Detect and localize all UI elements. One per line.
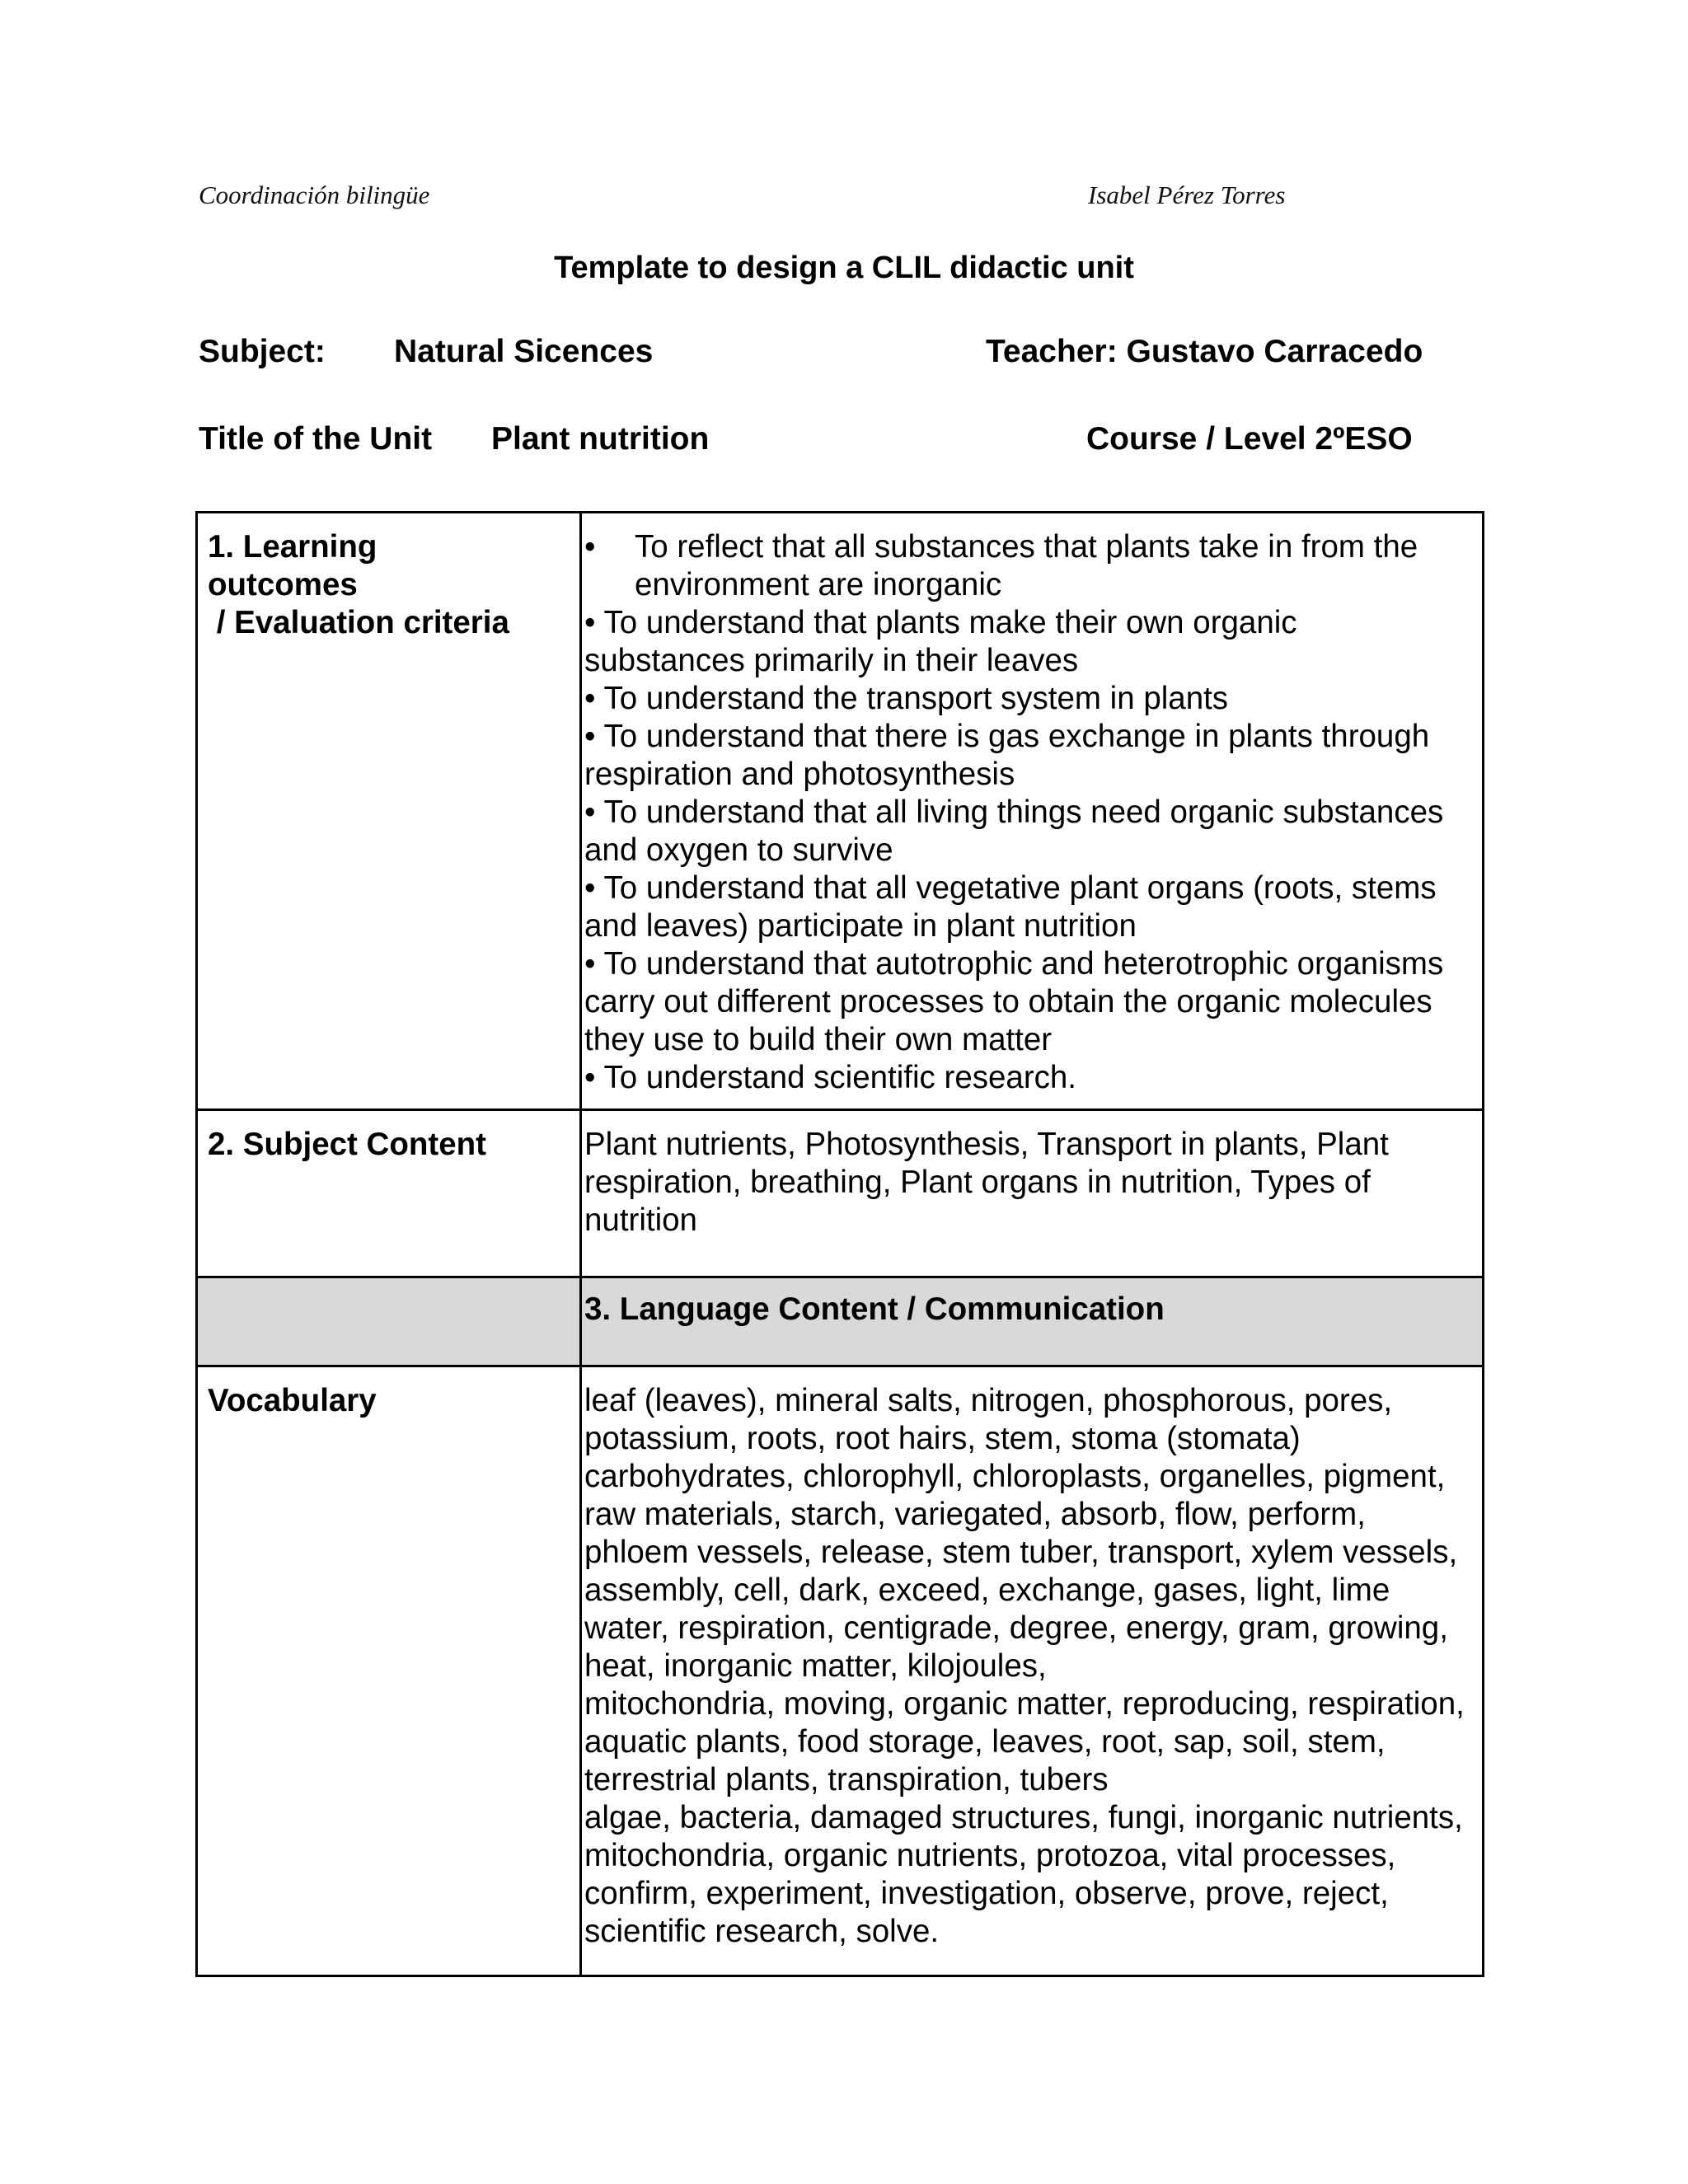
- vocab-line: heat, inorganic matter, kilojoules,: [584, 1648, 1047, 1684]
- outcome-line: • To understand that there is gas exchange in plants through: [584, 719, 1430, 754]
- vocab-line: water, respiration, centigrade, degree, energy, gram, growing,: [584, 1610, 1448, 1646]
- course-level: Course / Level 2ºESO: [1086, 421, 1413, 457]
- vocab-line: phloem vessels, release, stem tuber, transport, xylem vessels,: [584, 1535, 1458, 1570]
- vocabulary-row: [197, 1366, 1484, 1976]
- content-line: respiration, breathing, Plant organs in nutrition, Types of: [584, 1165, 1371, 1200]
- header-coordination: Coordinación bilingüe: [199, 180, 430, 209]
- outcome-line: carry out different processes to obtain the organic molecules: [584, 984, 1432, 1019]
- outcome-line: • To understand scientific research.: [584, 1060, 1076, 1095]
- subject-content-text: [581, 1110, 1484, 1277]
- vocab-line: confirm, experiment, investigation, observe, prove, reject,: [584, 1876, 1389, 1911]
- learning-outcomes-content: [581, 513, 1484, 1110]
- learning-outcomes-row: [197, 513, 1484, 1110]
- outcome-line: • To understand that all living things need organic substances: [584, 794, 1444, 830]
- vocabulary-label: Vocabulary: [197, 1366, 581, 1976]
- vocab-line: terrestrial plants, transpiration, tubers: [584, 1762, 1109, 1797]
- subject-content-label: 2. Subject Content: [197, 1110, 581, 1277]
- outcome-line: and leaves) participate in plant nutrition: [584, 908, 1137, 944]
- outcome-line: respiration and photosynthesis: [584, 757, 1015, 792]
- content-line: Plant nutrients, Photosynthesis, Transport in plants, Plant: [584, 1127, 1389, 1162]
- language-content-heading: 3. Language Content / Communication: [581, 1277, 1484, 1366]
- vocab-line: algae, bacteria, damaged structures, fungi, inorganic nutrients,: [584, 1800, 1463, 1835]
- outcome-line: • To understand that plants make their own organic: [584, 605, 1297, 640]
- vocab-line: mitochondria, moving, organic matter, reproducing, respiration,: [584, 1686, 1465, 1722]
- outcome-line: substances primarily in their leaves: [584, 643, 1079, 678]
- vocab-line: assembly, cell, dark, exceed, exchange, gases, light, lime: [584, 1572, 1390, 1608]
- outcome-line: • To understand the transport system in plants: [584, 681, 1229, 716]
- subject-content-row: [197, 1110, 1484, 1277]
- bullet-icon: •: [584, 529, 596, 565]
- language-content-row: [197, 1277, 1484, 1366]
- content-line: nutrition: [584, 1202, 697, 1238]
- unit-title-value: Plant nutrition: [491, 421, 710, 457]
- outcome-line: • To understand that autotrophic and heterotrophic organisms: [584, 946, 1444, 982]
- label-line: / Evaluation criteria: [208, 605, 509, 640]
- header-author: Isabel Pérez Torres: [1088, 180, 1286, 209]
- outcome-line: they use to build their own matter: [584, 1022, 1053, 1057]
- unit-title-label: Title of the Unit: [199, 421, 433, 457]
- clil-unit-table: [195, 511, 1484, 1977]
- vocabulary-text: [581, 1366, 1484, 1976]
- teacher-name: Teacher: Gustavo Carracedo: [986, 334, 1423, 369]
- vocab-line: raw materials, starch, variegated, absorb, flow, perform,: [584, 1497, 1366, 1532]
- subject-value: Natural Sicences: [394, 334, 654, 369]
- first-bullet-item: [584, 528, 1479, 604]
- vocab-line: aquatic plants, food storage, leaves, root, sap, soil, stem,: [584, 1724, 1386, 1760]
- bullet-text: To reflect that all substances that plants take in from the environment are inorganic: [635, 529, 1418, 602]
- subject-label: Subject:: [199, 334, 326, 369]
- outcome-line: and oxygen to survive: [584, 832, 893, 868]
- document-title: Template to design a CLIL didactic unit: [554, 251, 1134, 285]
- vocab-line: mitochondria, organic nutrients, protozoa, vital processes,: [584, 1838, 1396, 1873]
- vocab-line: leaf (leaves), mineral salts, nitrogen, phosphorous, pores,: [584, 1383, 1393, 1418]
- language-content-label: [197, 1277, 581, 1366]
- learning-outcomes-label: [197, 513, 581, 1110]
- vocab-line: potassium, roots, root hairs, stem, stoma (stomata): [584, 1421, 1301, 1456]
- label-line: outcomes: [208, 567, 358, 602]
- vocab-line: scientific research, solve.: [584, 1914, 940, 1949]
- label-line: 1. Learning: [208, 529, 377, 565]
- outcome-line: • To understand that all vegetative plant organs (roots, stems: [584, 870, 1437, 906]
- vocab-line: carbohydrates, chlorophyll, chloroplasts, organelles, pigment,: [584, 1459, 1446, 1494]
